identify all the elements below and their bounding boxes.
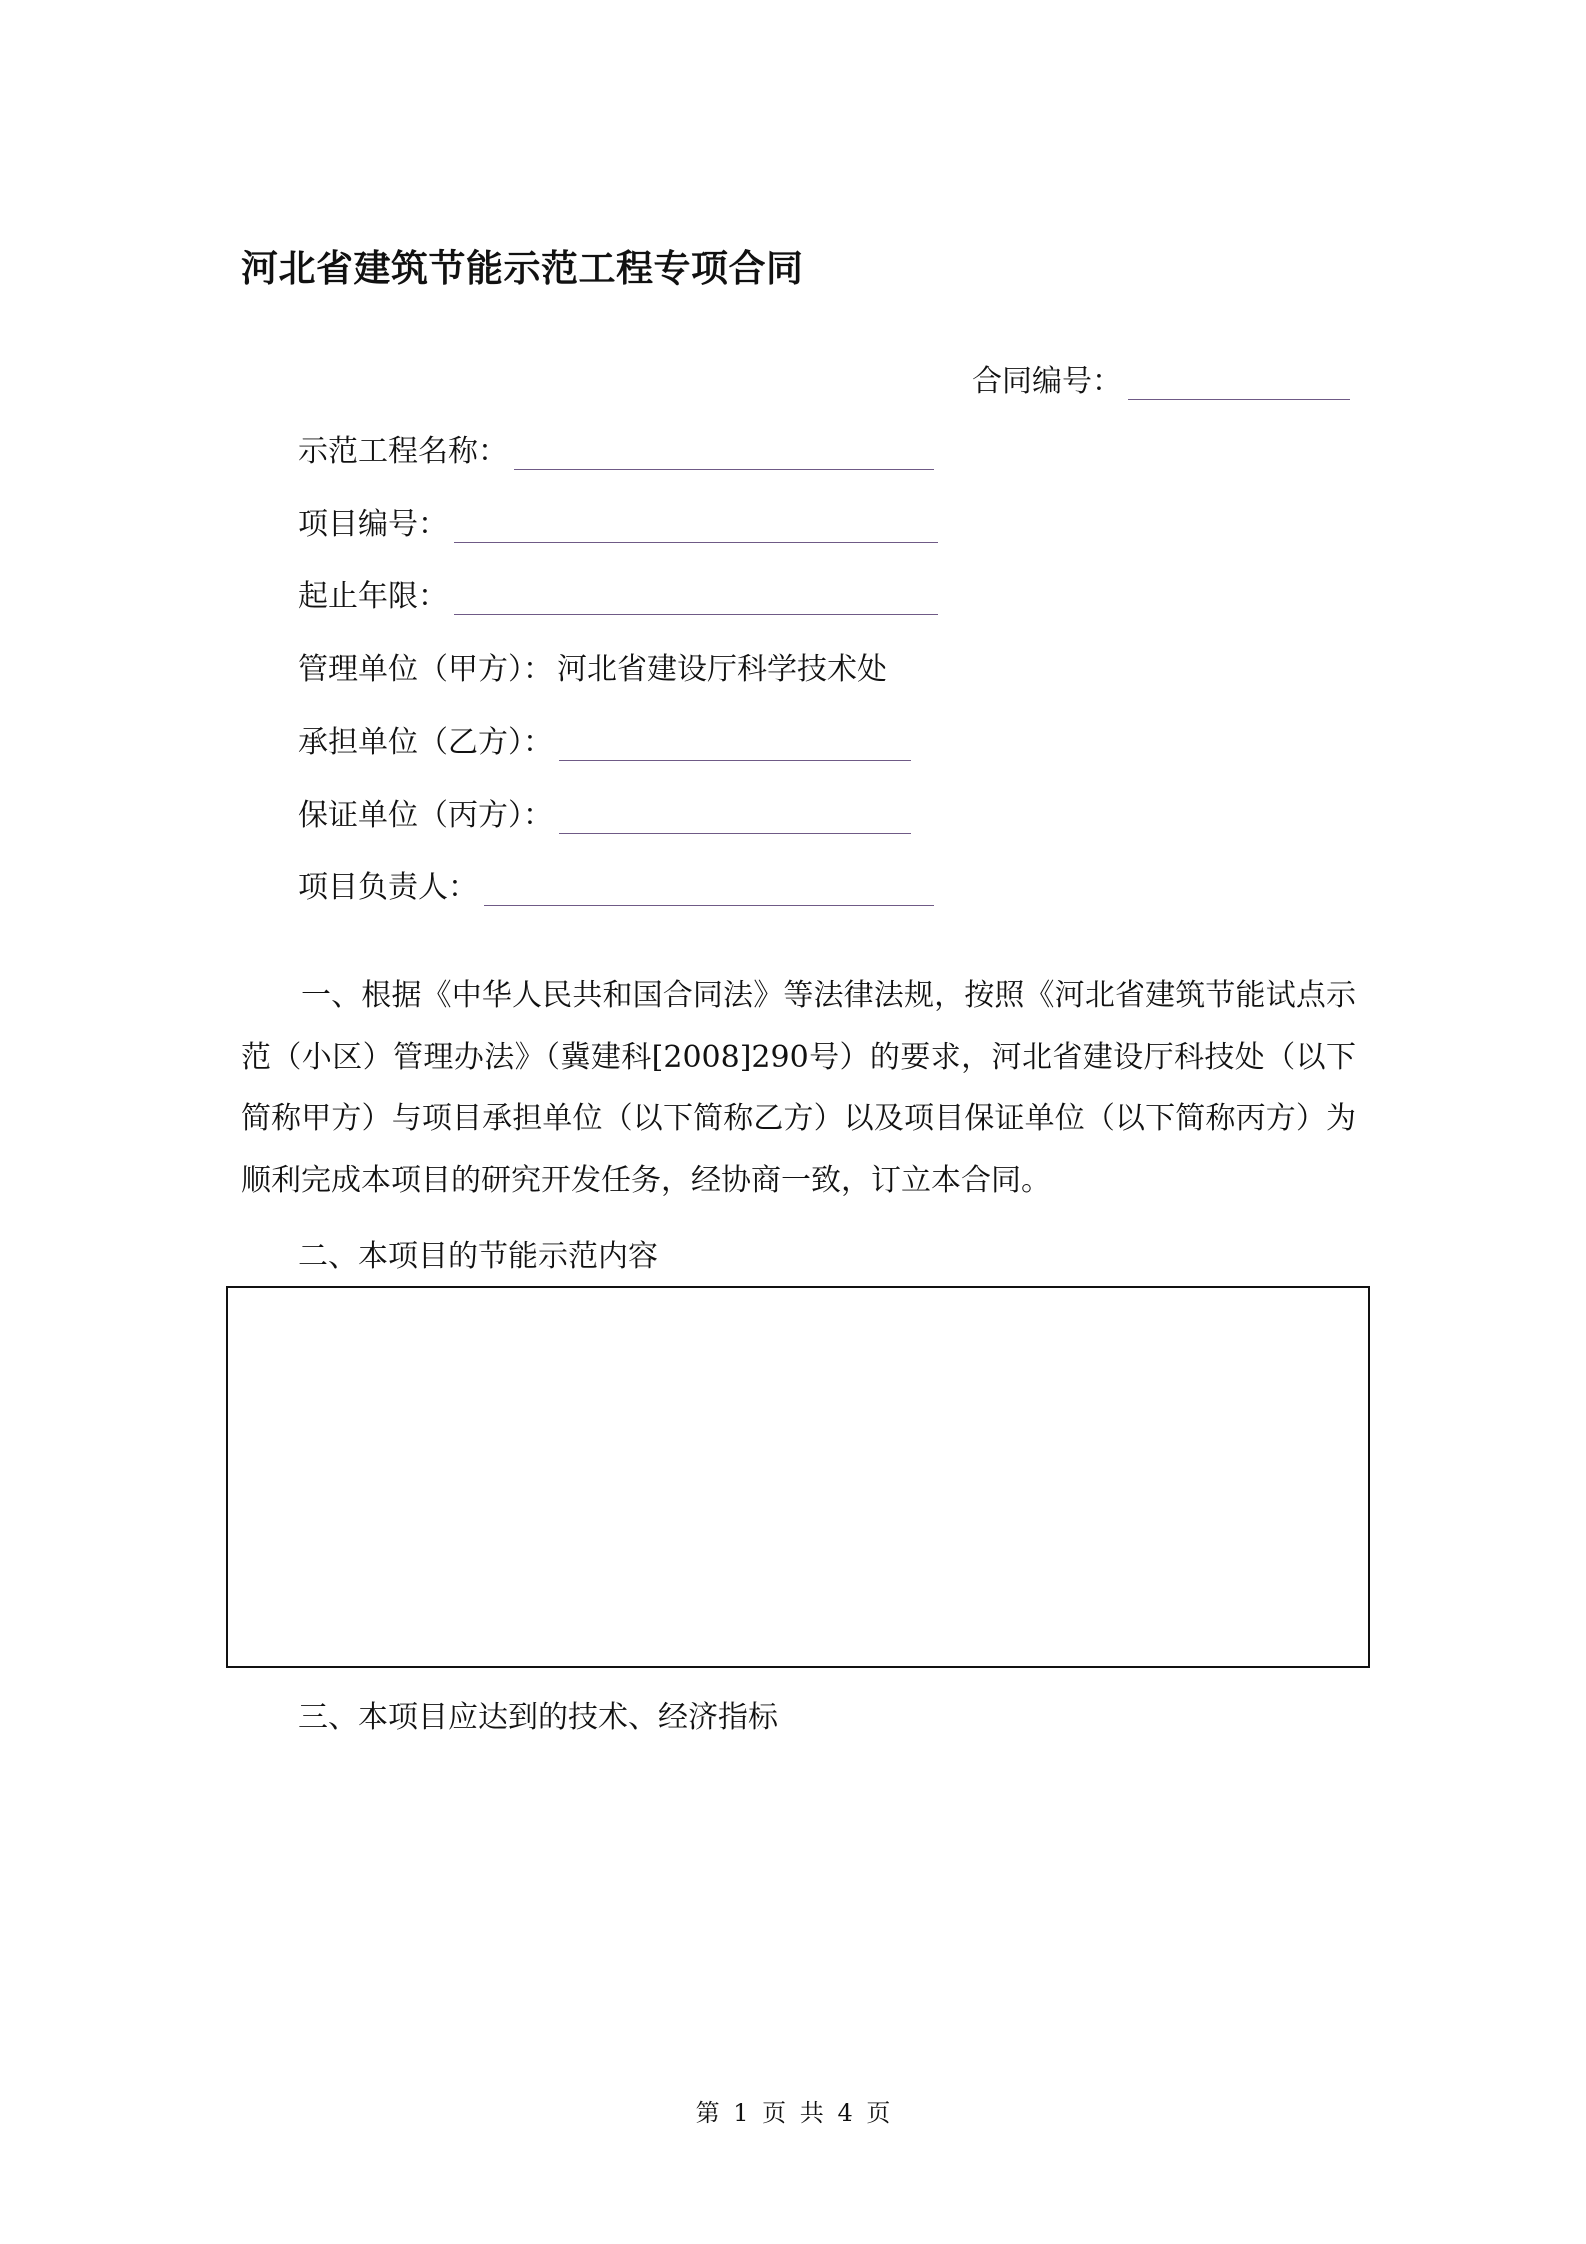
duration-blank[interactable] (454, 580, 938, 615)
project-number-blank[interactable] (454, 508, 938, 543)
contract-number-blank[interactable] (1128, 365, 1350, 400)
field-label: 项目编号： (298, 507, 448, 542)
clause-1-paragraph: 一、根据《中华人民共和国合同法》等法律法规，按照《河北省建筑节能试点示范（小区）管理办法》（冀建科[2008]290号）的要求，河北省建设厅科技处（以下简称甲方）与项目承担单位（以下简称乙方）以及项目保证单位（以下简称丙方）为顺利完成本项目的研究开发任务，经协商一致，订立本合同。 (241, 978, 1356, 1198)
field-project-leader (298, 862, 934, 906)
managing-unit-value: 河北省建设厅科学技术处 (557, 652, 887, 687)
field-label: 示范工程名称： (298, 434, 508, 469)
guarantee-unit-blank[interactable] (559, 799, 911, 834)
field-undertaking-unit (298, 717, 911, 761)
field-label: 承担单位（乙方）： (298, 725, 553, 760)
field-label: 起止年限： (298, 579, 448, 614)
field-managing-unit (298, 644, 887, 688)
field-guarantee-unit (298, 790, 911, 834)
undertaking-unit-blank[interactable] (559, 726, 911, 761)
field-label: 管理单位（甲方）： (298, 652, 553, 687)
field-duration (298, 571, 938, 615)
contract-number-row (972, 356, 1350, 400)
contract-number-label: 合同编号： (972, 364, 1122, 399)
demonstration-content-box[interactable] (226, 1286, 1370, 1668)
page-indicator: 第 1 页 共 4 页 (695, 2099, 891, 2127)
field-project-name (298, 426, 934, 470)
section-2-heading: 二、本项目的节能示范内容 (298, 1239, 658, 1274)
field-label: 项目负责人： (298, 870, 478, 905)
project-leader-blank[interactable] (484, 871, 934, 906)
project-name-blank[interactable] (514, 435, 934, 470)
field-label: 保证单位（丙方）： (298, 798, 553, 833)
document-title: 河北省建筑节能示范工程专项合同 (241, 247, 804, 290)
section-3-heading: 三、本项目应达到的技术、经济指标 (298, 1700, 778, 1735)
field-project-number (298, 499, 938, 543)
